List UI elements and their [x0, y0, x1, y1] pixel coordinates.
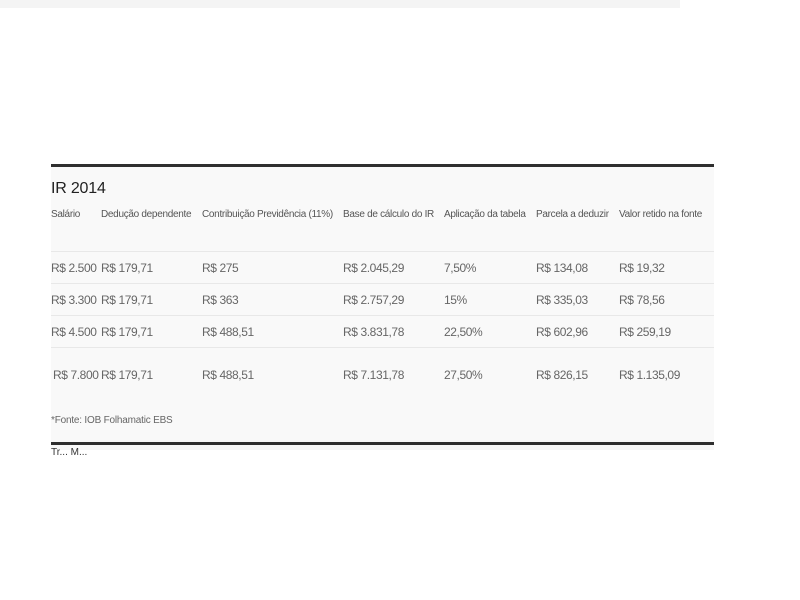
bottom-rule — [51, 442, 714, 445]
table-cell: 7,50% — [444, 252, 536, 284]
table-cell: R$ 488,51 — [202, 348, 343, 402]
table-cell: R$ 179,71 — [101, 348, 202, 402]
table-row — [51, 348, 714, 402]
table-cell: R$ 3.300 — [51, 284, 101, 316]
table-cell: R$ 19,32 — [619, 252, 714, 284]
table-cell: R$ 1.135,09 — [619, 348, 714, 402]
table-cell: R$ 2.757,29 — [343, 284, 444, 316]
table-cell: R$ 363 — [202, 284, 343, 316]
table-cell: R$ 2.045,29 — [343, 252, 444, 284]
column-header: Salário — [51, 209, 81, 220]
top-rule — [51, 164, 714, 167]
column-header: Valor retido na fonte — [619, 209, 703, 220]
table-cell: 27,50% — [444, 348, 536, 402]
ir-table — [51, 204, 714, 401]
table-cell: R$ 78,56 — [619, 284, 714, 316]
table-cell: R$ 826,15 — [536, 348, 619, 402]
source-note: *Fonte: IOB Folhamatic EBS — [51, 415, 173, 426]
top-strip — [0, 0, 680, 8]
table-cell: R$ 2.500 — [51, 252, 101, 284]
table-cell: R$ 488,51 — [202, 316, 343, 348]
table-cell: 22,50% — [444, 316, 536, 348]
header-row — [51, 204, 714, 252]
table-cell: R$ 335,03 — [536, 284, 619, 316]
table-cell: R$ 275 — [202, 252, 343, 284]
column-header: Parcela a deduzir — [536, 209, 609, 220]
table-cell: R$ 179,71 — [101, 252, 202, 284]
table-row — [51, 252, 714, 284]
table-cell: R$ 7.131,78 — [343, 348, 444, 402]
table-cell: R$ 7.800 — [51, 348, 101, 402]
table-row — [51, 316, 714, 348]
column-header: Contribuição Previdência (11%) — [202, 209, 333, 220]
column-header: Aplicação da tabela — [444, 209, 526, 220]
table-cell: R$ 134,08 — [536, 252, 619, 284]
next-heading-fragment: Tr... M... — [51, 447, 88, 458]
table-row — [51, 284, 714, 316]
table-title: IR 2014 — [51, 180, 106, 197]
column-header: Base de cálculo do IR — [343, 209, 434, 220]
column-header: Dedução dependente — [101, 209, 192, 220]
table-cell: 15% — [444, 284, 536, 316]
table-cell: R$ 602,96 — [536, 316, 619, 348]
table-cell: R$ 4.500 — [51, 316, 101, 348]
table-cell: R$ 179,71 — [101, 316, 202, 348]
table-cell: R$ 179,71 — [101, 284, 202, 316]
table-cell: R$ 3.831,78 — [343, 316, 444, 348]
ir-table-card — [51, 164, 714, 458]
table-cell: R$ 259,19 — [619, 316, 714, 348]
